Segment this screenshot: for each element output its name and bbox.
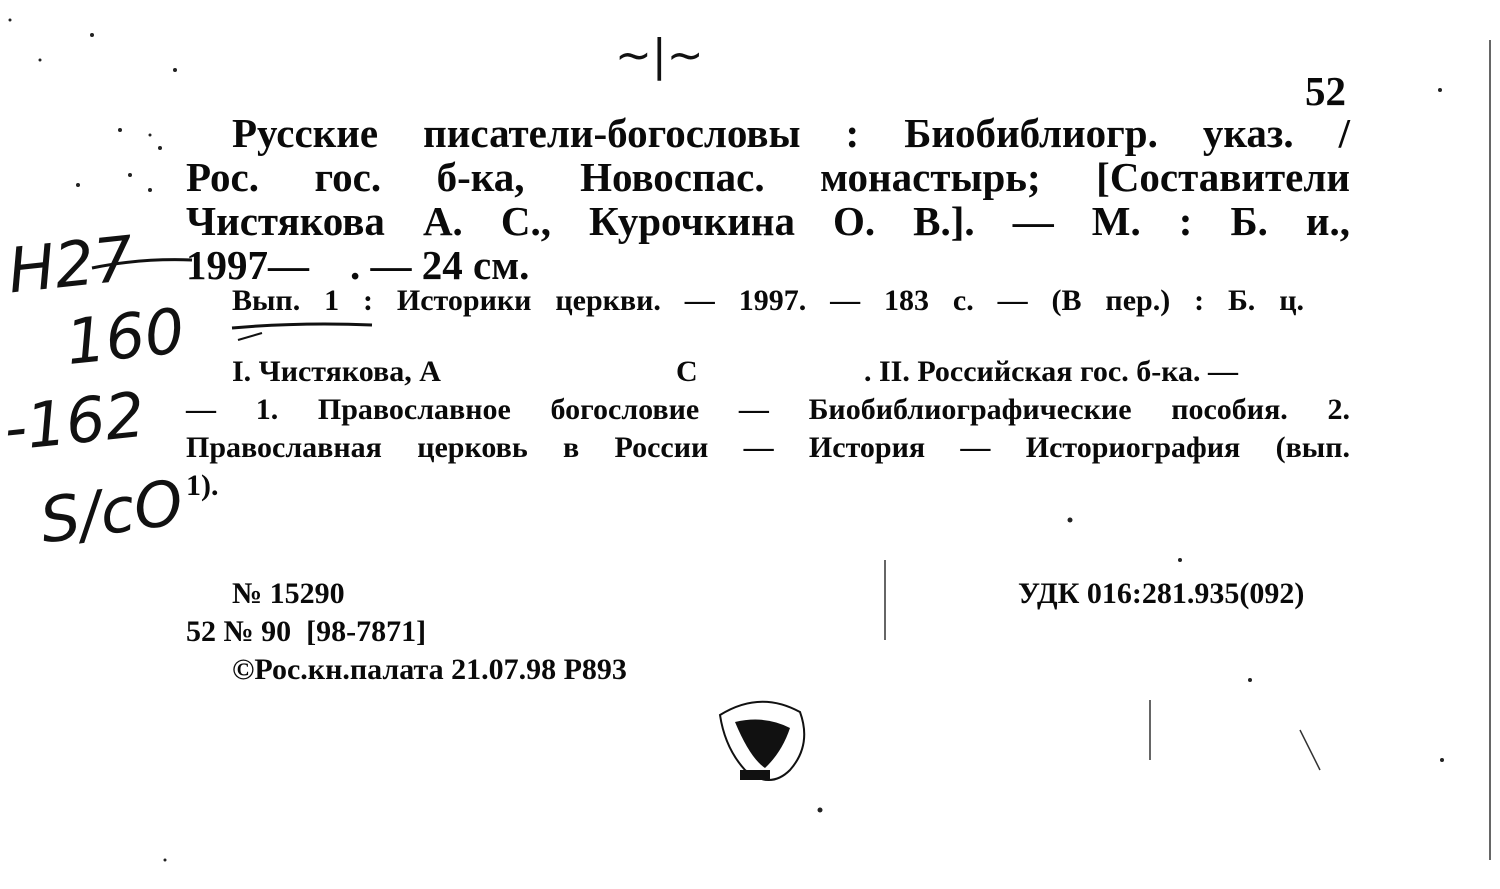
- card-number: 52 № 90 [98-7871]: [186, 615, 427, 648]
- subject-line-4: 1).: [186, 469, 219, 502]
- title-line-1: Русские писатели-богословы : Биобиблиогр. указ. /: [232, 110, 1350, 156]
- page-number: 52: [1305, 68, 1346, 114]
- title-line-4: 1997— . — 24 см.: [186, 242, 530, 288]
- top-mark: ~|~: [615, 30, 704, 81]
- handwritten-num-1: 160: [62, 294, 188, 379]
- subject-line-2: — 1. Православное богословие — Биобиблиографические пособия. 2.: [186, 393, 1350, 426]
- udk-code: УДК 016:281.935(092): [1018, 577, 1305, 610]
- title-line-3: Чистякова А. С., Курочкина О. В.]. — М. : Б. и.,: [186, 198, 1350, 244]
- subject-line-1a: I. Чистякова, А: [232, 355, 441, 388]
- title-line-2: Рос. гос. б-ка, Новоспас. монастырь; [Составители: [186, 154, 1350, 200]
- copyright-line: ©Рос.кн.палата 21.07.98 Р893: [232, 653, 627, 686]
- handwritten-num-2: -162: [0, 377, 149, 466]
- subject-line-1b: С: [676, 355, 698, 388]
- subject-line-3: Православная церковь в России — История — Историография (вып.: [186, 431, 1350, 464]
- subject-line-1c: . II. Российская гос. б-ка. —: [864, 355, 1239, 388]
- record-number: № 15290: [232, 577, 345, 610]
- volume-line: Вып. 1 : Историки церкви. — 1997. — 183 с. — (В пер.) : Б. ц.: [232, 284, 1304, 317]
- handwritten-mark: S/сО: [35, 465, 188, 558]
- handwritten-code: Н27: [4, 221, 137, 308]
